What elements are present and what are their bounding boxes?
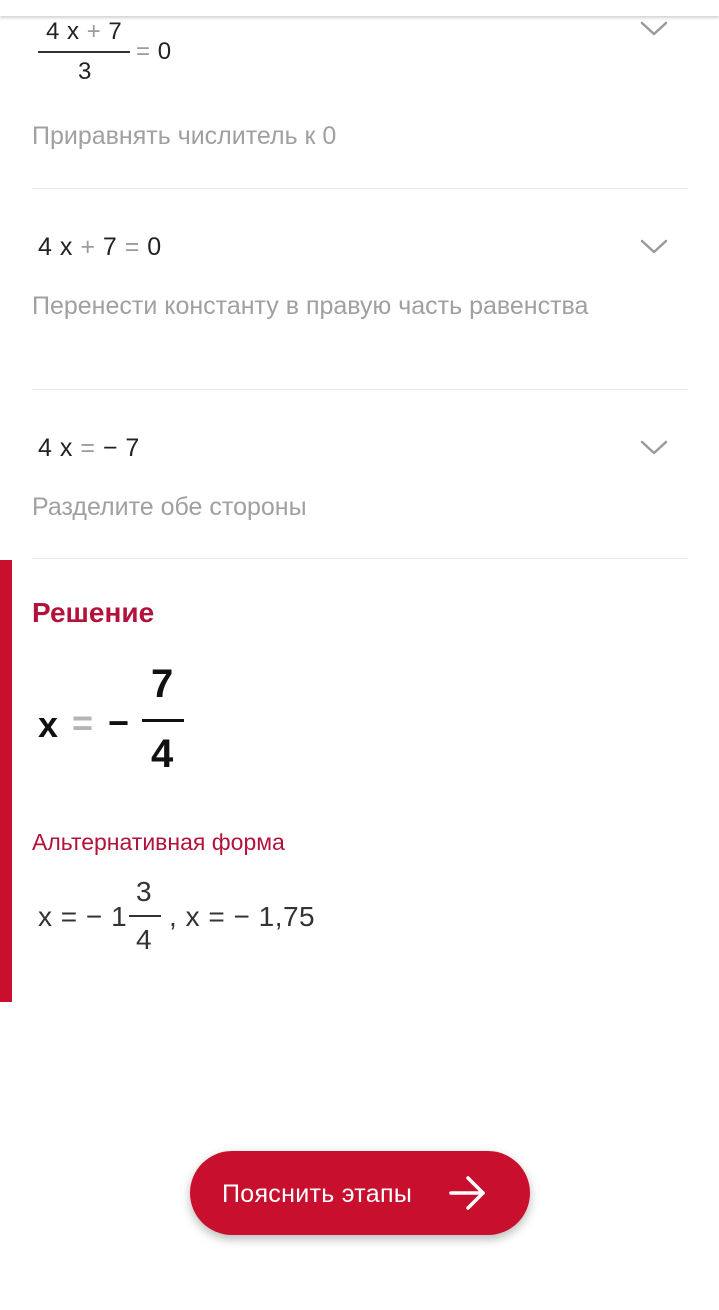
step-3-description: Разделите обе стороны — [32, 493, 307, 521]
step-1-denominator: 3 — [78, 58, 92, 85]
step-3[interactable] — [32, 390, 688, 559]
explain-steps-label: Пояснить этапы — [222, 1180, 413, 1208]
step-2-expression: 4 x + 7 = 0 — [38, 233, 162, 261]
solution-title: Решение — [32, 597, 155, 628]
solution-denominator: 4 — [151, 732, 174, 776]
arrow-right-icon — [448, 1173, 488, 1213]
step-1-fraction — [38, 18, 130, 88]
explain-steps-button[interactable] — [190, 1151, 530, 1235]
alternative-form-title: Альтернативная форма — [32, 829, 285, 855]
solution-numerator: 7 — [151, 662, 174, 706]
top-app-bar-edge — [0, 0, 719, 16]
solution-equals: = — [72, 702, 94, 743]
alt-expression-start: x = − 1 — [38, 901, 128, 932]
solution-fraction — [142, 660, 184, 780]
fraction-bar — [129, 915, 161, 917]
chevron-down-icon[interactable] — [640, 439, 668, 457]
step-1[interactable] — [32, 0, 688, 189]
step-1-numerator: 4 x + 7 — [46, 18, 123, 45]
alt-expression-end: , x = − 1,75 — [169, 901, 316, 932]
fraction-bar — [38, 51, 130, 53]
solution-variable: x — [38, 704, 59, 745]
solution-accent-bar — [0, 560, 12, 1002]
step-3-expression: 4 x = − 7 — [38, 434, 140, 462]
fraction-bar — [142, 719, 184, 722]
solution-sign: − — [108, 702, 130, 743]
chevron-down-icon[interactable] — [640, 20, 668, 38]
chevron-down-icon[interactable] — [640, 238, 668, 256]
alt-denominator: 4 — [136, 924, 153, 955]
step-2[interactable] — [32, 189, 688, 390]
alt-numerator: 3 — [136, 876, 153, 907]
alt-fraction — [129, 874, 161, 964]
step-1-rhs: = 0 — [136, 38, 172, 65]
step-2-description: Перенести константу в правую часть равенства — [32, 292, 589, 320]
step-1-description: Приравнять числитель к 0 — [32, 122, 337, 150]
